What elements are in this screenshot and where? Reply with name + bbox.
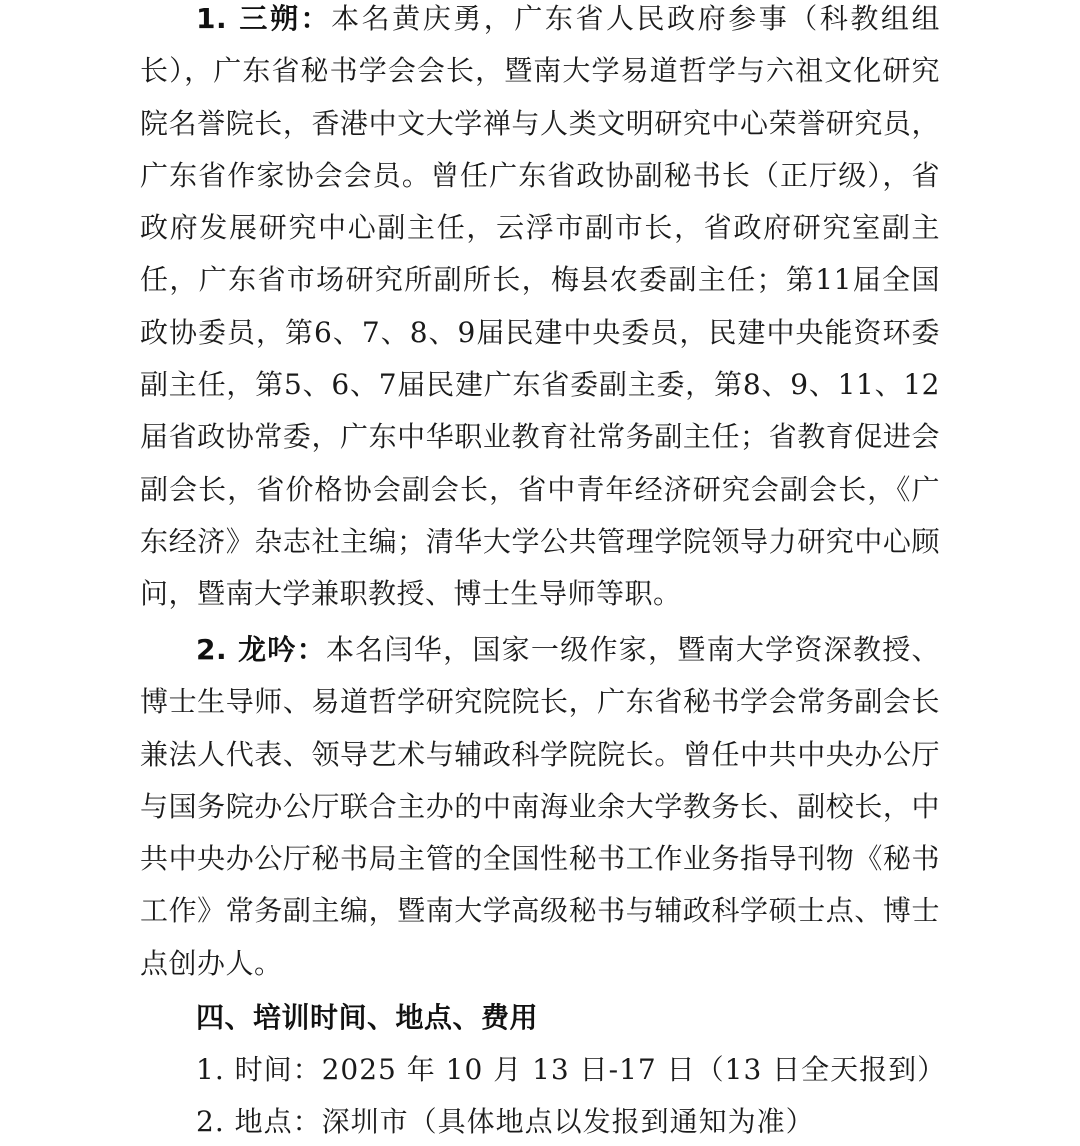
section-heading: 四、培训时间、地点、费用 — [196, 1001, 539, 1034]
speaker-lead-sanshuo: 1. 三朔： — [196, 2, 332, 35]
section-item-time: 1. 时间：2025 年 10 月 13 日-17 日（13 日全天报到） — [196, 1053, 947, 1086]
speaker-bio-sanshuo: 本名黄庆勇，广东省人民政府参事（科教组组长），广东省秘书学会会长，暨南大学易道哲学与六祖文化研究院名誉院长，香港中文大学禅与人类文明研究中心荣誉研究员，广东省作家协会会员。曾任广东省政协副秘书长（正厅级），省政府发展研究中心副主任，云浮市副市长，省政府研究室副主任，广东省市场研究所副所长，梅县农委副主任；第11届全国政协委员，第6、7、8、9届民建中央委员，民建中央能资环委副主任，第5、6、7届民建广东省委副主委，第8、9、11、12届省政协常委，广东中华职业教育社常务副主任；省教育促进会副会长，省价格协会副会长，省中青年经济研究会副会长，《广东经济》杂志社主编；清华大学公共管理学院领导力研究中心顾问，暨南大学兼职教授、博士生导师等职。 — [140, 2, 940, 611]
speaker-paragraph-sanshuo — [140, 0, 940, 621]
speaker-paragraph-longyin — [140, 624, 940, 990]
section-item-location: 2. 地点：深圳市（具体地点以发报到通知为准） — [196, 1105, 815, 1138]
speaker-lead-longyin: 2. 龙吟： — [196, 633, 326, 666]
speaker-bio-longyin: 本名闫华，国家一级作家，暨南大学资深教授、博士生导师、易道哲学研究院院长，广东省秘书学会常务副会长兼法人代表、领导艺术与辅政科学院院长。曾任中共中央办公厅与国务院办公厅联合主办的中南海业余大学教务长、副校长，中共中央办公厅秘书局主管的全国性秘书工作业务指导刊物《秘书工作》常务副主编，暨南大学高级秘书与辅政科学硕士点、博士点创办人。 — [140, 633, 940, 980]
